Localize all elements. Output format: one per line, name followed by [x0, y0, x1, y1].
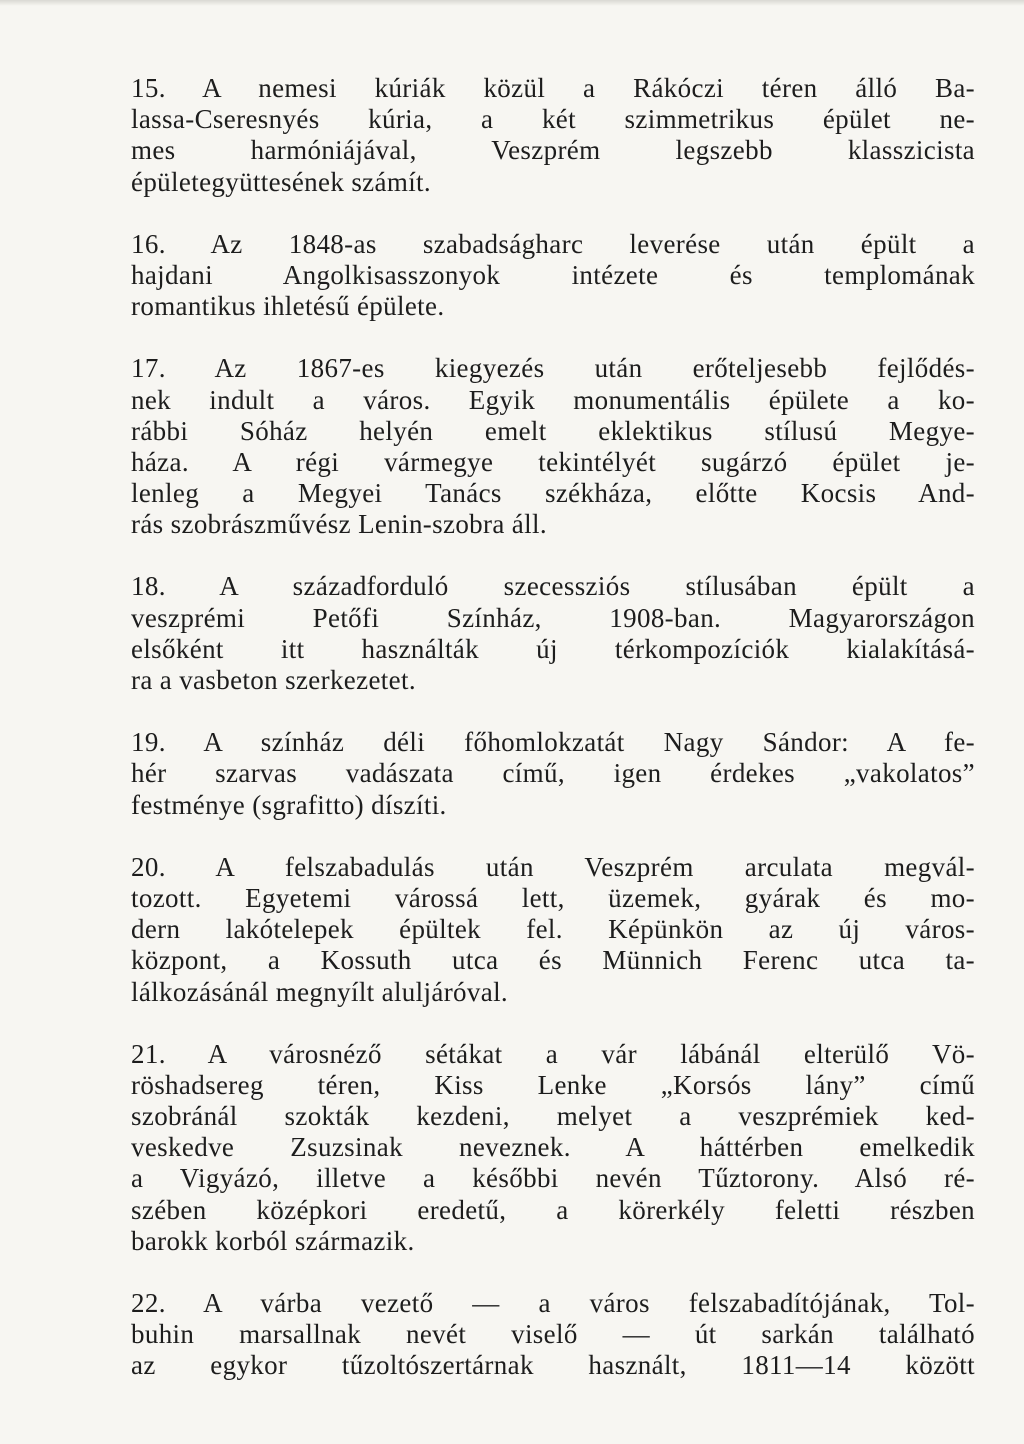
text-line: buhin marsallnak nevét viselő — út sarkán található [131, 1319, 975, 1350]
text-line: az egykor tűzoltószertárnak használt, 1811—14 között [131, 1350, 975, 1381]
text-line: lálkozásánál megnyílt aluljáróval. [131, 976, 509, 1007]
text-line: 20. A felszabadulás után Veszprém arculata megvál- [131, 851, 975, 882]
text-line: 17. Az 1867-es kiegyezés után erőteljesebb fejlődés- [131, 353, 975, 384]
text-line: rábbi Sóház helyén emelt eklektikus stílusú Megye- [131, 415, 975, 446]
caption-entry [131, 229, 975, 323]
text-line: festménye (sgrafitto) díszíti. [131, 789, 447, 820]
text-line: 21. A városnéző sétákat a vár lábánál elterülő Vö- [131, 1038, 975, 1069]
text-line: szében középkori eredetű, a körerkély feletti részben [131, 1194, 975, 1225]
text-column [131, 73, 975, 1413]
text-line: nek indult a város. Egyik monumentális épülete a ko- [131, 384, 975, 415]
text-line: lassa-Cseresnyés kúria, a két szimmetrikus épület ne- [131, 104, 975, 135]
caption-entry [131, 852, 975, 1008]
text-line: lenleg a Megyei Tanács székháza, előtte Kocsis And- [131, 478, 975, 509]
text-line: veskedve Zsuzsinak neveznek. A háttérben emelkedik [131, 1132, 975, 1163]
text-line: központ, a Kossuth utca és Münnich Ferenc utca ta- [131, 945, 975, 976]
caption-entry [131, 353, 975, 540]
text-line: a Vigyázó, illetve a későbbi nevén Tűztorony. Alsó ré- [131, 1163, 975, 1194]
text-line: röshadsereg téren, Kiss Lenke „Korsós lány” című [131, 1069, 975, 1100]
caption-entry [131, 1288, 975, 1382]
text-line: hér szarvas vadászata című, igen érdekes „vakolatos” [131, 758, 975, 789]
text-line: hajdani Angolkisasszonyok intézete és templomának [131, 259, 975, 290]
text-line: 16. Az 1848-as szabadságharc leverése után épült a [131, 228, 975, 259]
text-line: rás szobrászművész Lenin-szobra áll. [131, 509, 547, 540]
text-line: tozott. Egyetemi várossá lett, üzemek, gyárak és mo- [131, 882, 975, 913]
text-line: romantikus ihletésű épülete. [131, 291, 445, 322]
text-line: épületegyüttesének számít. [131, 166, 431, 197]
caption-entry [131, 727, 975, 821]
caption-entry [131, 571, 975, 696]
text-line: veszprémi Petőfi Színház, 1908-ban. Magyarországon [131, 602, 975, 633]
text-line: 15. A nemesi kúriák közül a Rákóczi téren álló Ba- [131, 73, 975, 103]
text-line: mes harmóniájával, Veszprém legszebb klasszicista [131, 135, 975, 166]
text-line: háza. A régi vármegye tekintélyét sugárzó épület je- [131, 446, 975, 477]
text-line: ra a vasbeton szerkezetet. [131, 665, 416, 695]
text-line: barokk korból származik. [131, 1225, 415, 1256]
text-line: 19. A színház déli főhomlokzatát Nagy Sándor: A fe- [131, 727, 975, 758]
text-line: elsőként itt használták új térkompozíciók kialakításá- [131, 633, 975, 664]
page-top-edge [0, 0, 1024, 6]
text-line: 22. A várba vezető — a város felszabadítójának, Tol- [131, 1288, 975, 1318]
text-line: szobránál szokták kezdeni, melyet a veszprémiek ked- [131, 1101, 975, 1132]
text-line: dern lakótelepek épültek fel. Képünkön az új város- [131, 914, 975, 945]
caption-entry [131, 73, 975, 198]
caption-entry [131, 1039, 975, 1257]
text-line: 18. A századforduló szecessziós stílusában épült a [131, 571, 975, 602]
